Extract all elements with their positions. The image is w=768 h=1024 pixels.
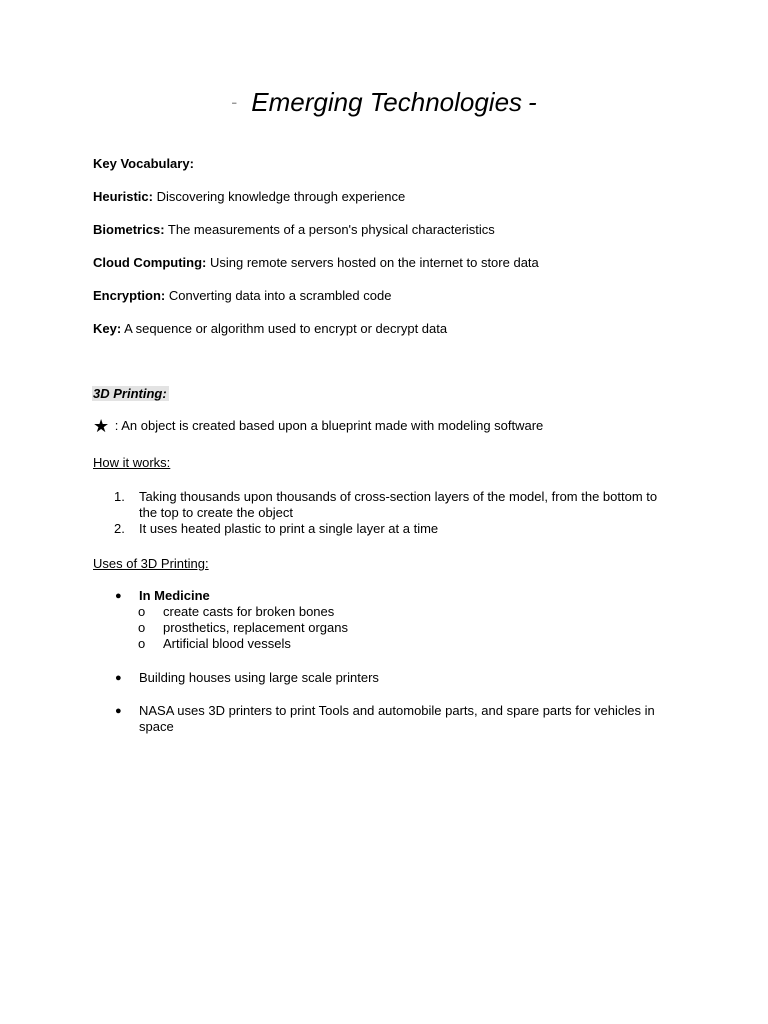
list-item xyxy=(114,489,674,521)
uses-heading: Uses of 3D Printing: xyxy=(93,556,209,571)
how-it-works-list xyxy=(114,489,674,537)
vocab-term: Heuristic: xyxy=(93,189,153,204)
bullet-icon: ● xyxy=(115,705,122,717)
list-item xyxy=(115,703,675,735)
sub-list-item xyxy=(115,604,675,620)
list-item-text: NASA uses 3D printers to print Tools and automobile parts, and spare parts for vehicles in space xyxy=(139,703,655,734)
list-item-text: In Medicine xyxy=(139,588,210,603)
printing-definition-text: : An object is created based upon a blueprint made with modeling software xyxy=(111,418,544,433)
list-number: 2. xyxy=(114,521,125,536)
list-item xyxy=(115,670,675,686)
printing-heading: 3D Printing: xyxy=(93,386,167,401)
uses-item-nasa xyxy=(115,703,675,735)
vocab-item-key xyxy=(93,320,447,337)
vocab-term: Biometrics: xyxy=(93,222,165,237)
how-it-works-heading: How it works: xyxy=(93,455,171,470)
bullet-icon: ● xyxy=(115,672,122,684)
title-dash-left: - xyxy=(231,92,238,112)
vocab-definition: A sequence or algorithm used to encrypt or decrypt data xyxy=(121,321,448,336)
vocab-definition: Discovering knowledge through experience xyxy=(152,189,406,204)
bullet-icon: ● xyxy=(115,590,122,602)
vocab-item-biometrics xyxy=(93,221,495,238)
sub-bullet-icon: o xyxy=(138,604,146,619)
sub-list-item-text: Artificial blood vessels xyxy=(163,636,291,651)
star-icon: ★ xyxy=(93,416,110,436)
list-item-text: It uses heated plastic to print a single layer at a time xyxy=(139,521,439,536)
list-item xyxy=(115,588,675,604)
vocab-item-cloud-computing xyxy=(93,254,539,271)
vocab-definition: Converting data into a scrambled code xyxy=(165,288,392,303)
list-item-text: Taking thousands upon thousands of cross-section layers of the model, from the bottom to the top to create the object xyxy=(139,489,658,520)
sub-bullet-icon: o xyxy=(138,636,146,651)
vocab-term: Encryption: xyxy=(93,288,166,303)
uses-item-houses xyxy=(115,670,675,686)
printing-definition xyxy=(93,417,543,435)
vocab-item-heuristic xyxy=(93,188,405,205)
sub-list-item xyxy=(115,636,675,652)
vocab-term: Key: xyxy=(93,321,122,336)
sub-list-item-text: create casts for broken bones xyxy=(163,604,335,619)
title-text: Emerging Technologies xyxy=(251,87,523,117)
document-title xyxy=(0,86,768,121)
medicine-sub-list xyxy=(115,604,675,652)
vocab-item-encryption xyxy=(93,287,391,304)
vocab-definition: Using remote servers hosted on the internet to store data xyxy=(206,255,539,270)
vocab-definition: The measurements of a person's physical characteristics xyxy=(164,222,495,237)
list-item xyxy=(114,521,674,537)
sub-bullet-icon: o xyxy=(138,620,146,635)
printing-heading-row xyxy=(93,385,169,402)
title-dash-right: - xyxy=(528,87,537,117)
list-item-text: Building houses using large scale printers xyxy=(139,670,379,685)
list-number: 1. xyxy=(114,489,125,504)
uses-item-medicine xyxy=(115,588,675,652)
vocabulary-heading: Key Vocabulary: xyxy=(93,156,194,171)
vocab-term: Cloud Computing: xyxy=(93,255,207,270)
sub-list-item-text: prosthetics, replacement organs xyxy=(163,620,348,635)
sub-list-item xyxy=(115,620,675,636)
